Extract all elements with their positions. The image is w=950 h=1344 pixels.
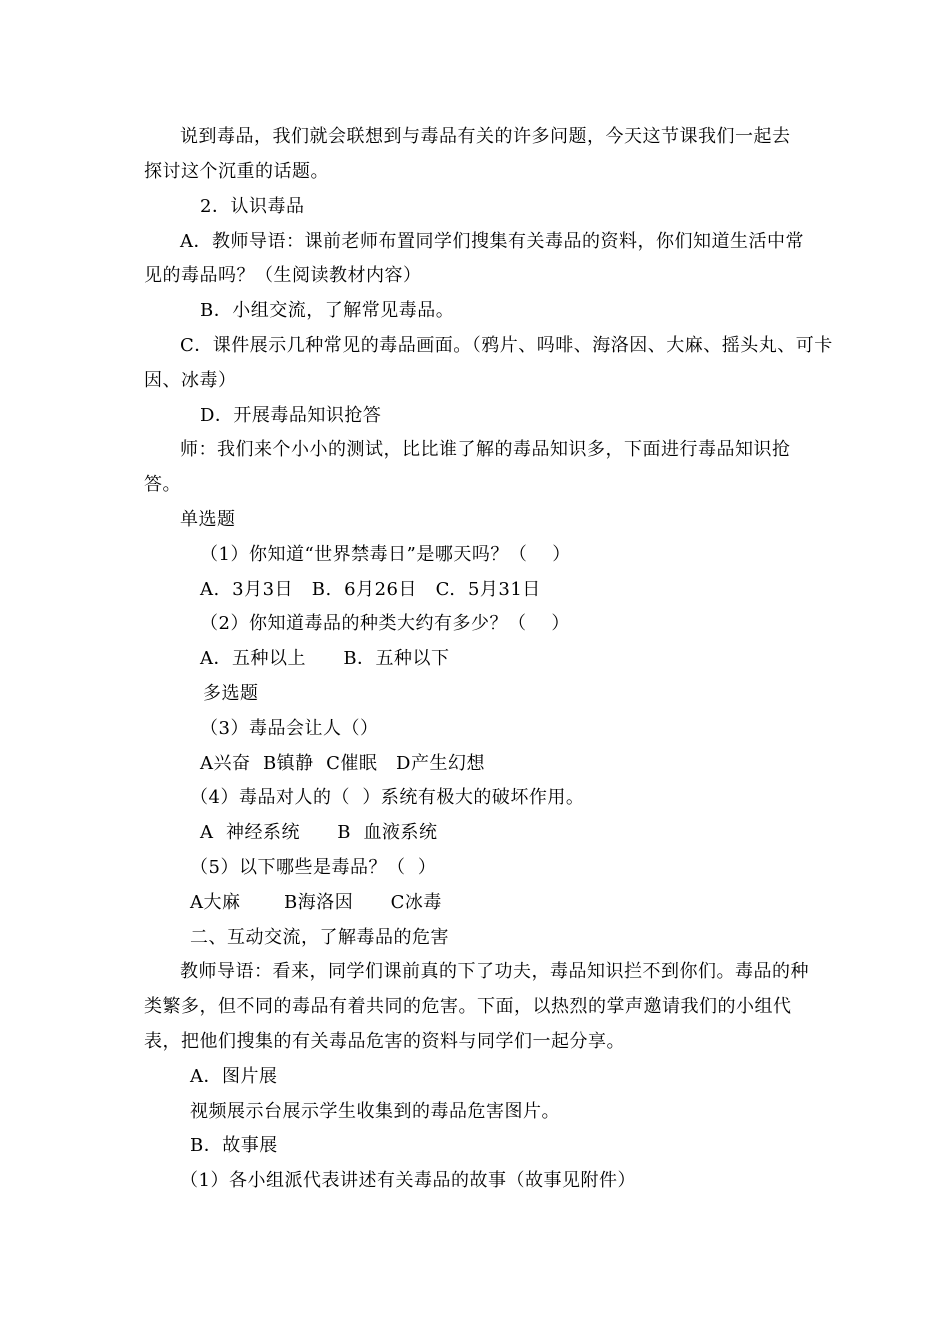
paragraph-line: 探讨这个沉重的话题。	[144, 161, 329, 182]
paragraph-line: 教师导语：看来，同学们课前真的下了功夫，毒品知识拦不到你们。毒品的种	[180, 961, 809, 982]
paragraph-line: （1）各小组派代表讲述有关毒品的故事（故事见附件）	[180, 1170, 636, 1191]
quiz-question: （4）毒品对人的（ ）系统有极大的破坏作用。	[190, 787, 585, 808]
quiz-options: A 神经系统 B 血液系统	[200, 822, 438, 843]
paragraph-line: B．小组交流，了解常见毒品。	[200, 300, 455, 321]
paragraph-line: 视频展示台展示学生收集到的毒品危害图片。	[190, 1101, 560, 1122]
paragraph-line: 说到毒品，我们就会联想到与毒品有关的许多问题，今天这节课我们一起去	[180, 126, 791, 147]
quiz-question: （5）以下哪些是毒品？（ ）	[190, 857, 437, 878]
paragraph-line: 师：我们来个小小的测试，比比谁了解的毒品知识多，下面进行毒品知识抢	[180, 439, 791, 460]
paragraph-line: 答。	[144, 474, 181, 495]
paragraph-line: A．教师导语：课前老师布置同学们搜集有关毒品的资料，你们知道生活中常	[180, 231, 804, 252]
quiz-question: （1）你知道“世界禁毒日”是哪天吗？（ ）	[200, 544, 571, 565]
paragraph-line: 类繁多，但不同的毒品有着共同的危害。下面，以热烈的掌声邀请我们的小组代	[144, 996, 792, 1017]
section-heading: 2．认识毒品	[200, 196, 305, 217]
subsection-heading: A．图片展	[190, 1066, 278, 1087]
section-heading: 二、互动交流，了解毒品的危害	[190, 927, 449, 948]
quiz-section-title: 多选题	[203, 683, 259, 704]
quiz-options: A. 3月3日 B. 6月26日 C. 5月31日	[200, 579, 541, 600]
paragraph-line: C．课件展示几种常见的毒品画面。（鸦片、吗啡、海洛因、大麻、摇头丸、可卡	[180, 335, 833, 356]
paragraph-line: D．开展毒品知识抢答	[200, 405, 382, 426]
paragraph-line: 见的毒品吗？（生阅读教材内容）	[144, 265, 422, 286]
paragraph-line: 因、冰毒）	[144, 370, 237, 391]
quiz-options: A兴奋 B镇静 C催眠 D产生幻想	[200, 753, 485, 774]
quiz-section-title: 单选题	[180, 509, 236, 530]
quiz-question: （2）你知道毒品的种类大约有多少？（ ）	[200, 613, 570, 634]
quiz-question: （3）毒品会让人（）	[200, 718, 379, 739]
quiz-options: A．五种以上 B．五种以下	[200, 648, 450, 669]
paragraph-line: 表，把他们搜集的有关毒品危害的资料与同学们一起分享。	[144, 1031, 625, 1052]
quiz-options: A大麻 B海洛因 C冰毒	[190, 892, 442, 913]
subsection-heading: B．故事展	[190, 1135, 278, 1156]
